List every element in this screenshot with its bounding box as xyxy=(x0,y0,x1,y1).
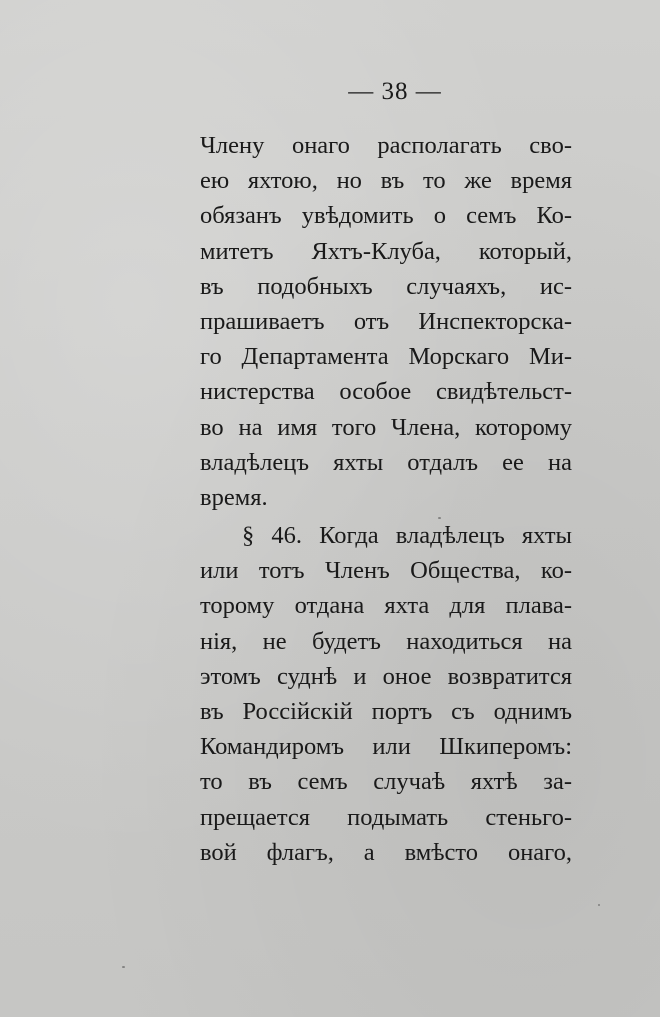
text-line: митетъ Яхтъ-Клуба, который, xyxy=(200,237,572,265)
text-line: владѣлецъ яхты отдалъ ее на xyxy=(200,448,572,476)
text-line: Командиромъ или Шкиперомъ: xyxy=(200,733,572,761)
text-line: прещается подымать стеньго- xyxy=(200,803,572,831)
page-number: — 38 — xyxy=(348,78,442,105)
section-46-paragraph xyxy=(200,518,572,870)
text-line: Члену онаго располагать сво- xyxy=(200,132,572,159)
section-heading-line: § 46. Когда владѣлецъ яхты xyxy=(242,522,572,549)
text-line: вой флагъ, а вмѣсто онаго, xyxy=(200,838,572,866)
text-line: въ подобныхъ случаяхъ, ис- xyxy=(200,272,572,300)
text-line: въ Россійскій портъ съ однимъ xyxy=(200,697,572,725)
text-line: нистерства особое свидѣтельст- xyxy=(200,378,572,406)
paper-speck xyxy=(122,966,125,968)
paragraph-continued xyxy=(200,128,572,515)
text-line: время. xyxy=(200,483,268,511)
text-line: или тотъ Членъ Общества, ко- xyxy=(200,557,572,585)
text-line: ею яхтою, но въ то же время xyxy=(200,167,572,195)
text-line: прашиваетъ отъ Инспекторска- xyxy=(200,307,572,335)
text-line: нія, не будетъ находиться на xyxy=(200,627,572,655)
paper-speck xyxy=(598,904,600,906)
text-line: торому отдана яхта для плава- xyxy=(200,592,572,620)
text-line: то въ семъ случаѣ яхтѣ за- xyxy=(200,768,572,796)
text-line: го Департамента Морскаго Ми- xyxy=(200,343,572,371)
text-line: во на имя того Члена, которому xyxy=(200,413,572,441)
text-line: обязанъ увѣдомить о семъ Ко- xyxy=(200,202,572,230)
paper-speck xyxy=(438,517,441,519)
text-line: этомъ суднѣ и оное возвратится xyxy=(200,662,572,690)
